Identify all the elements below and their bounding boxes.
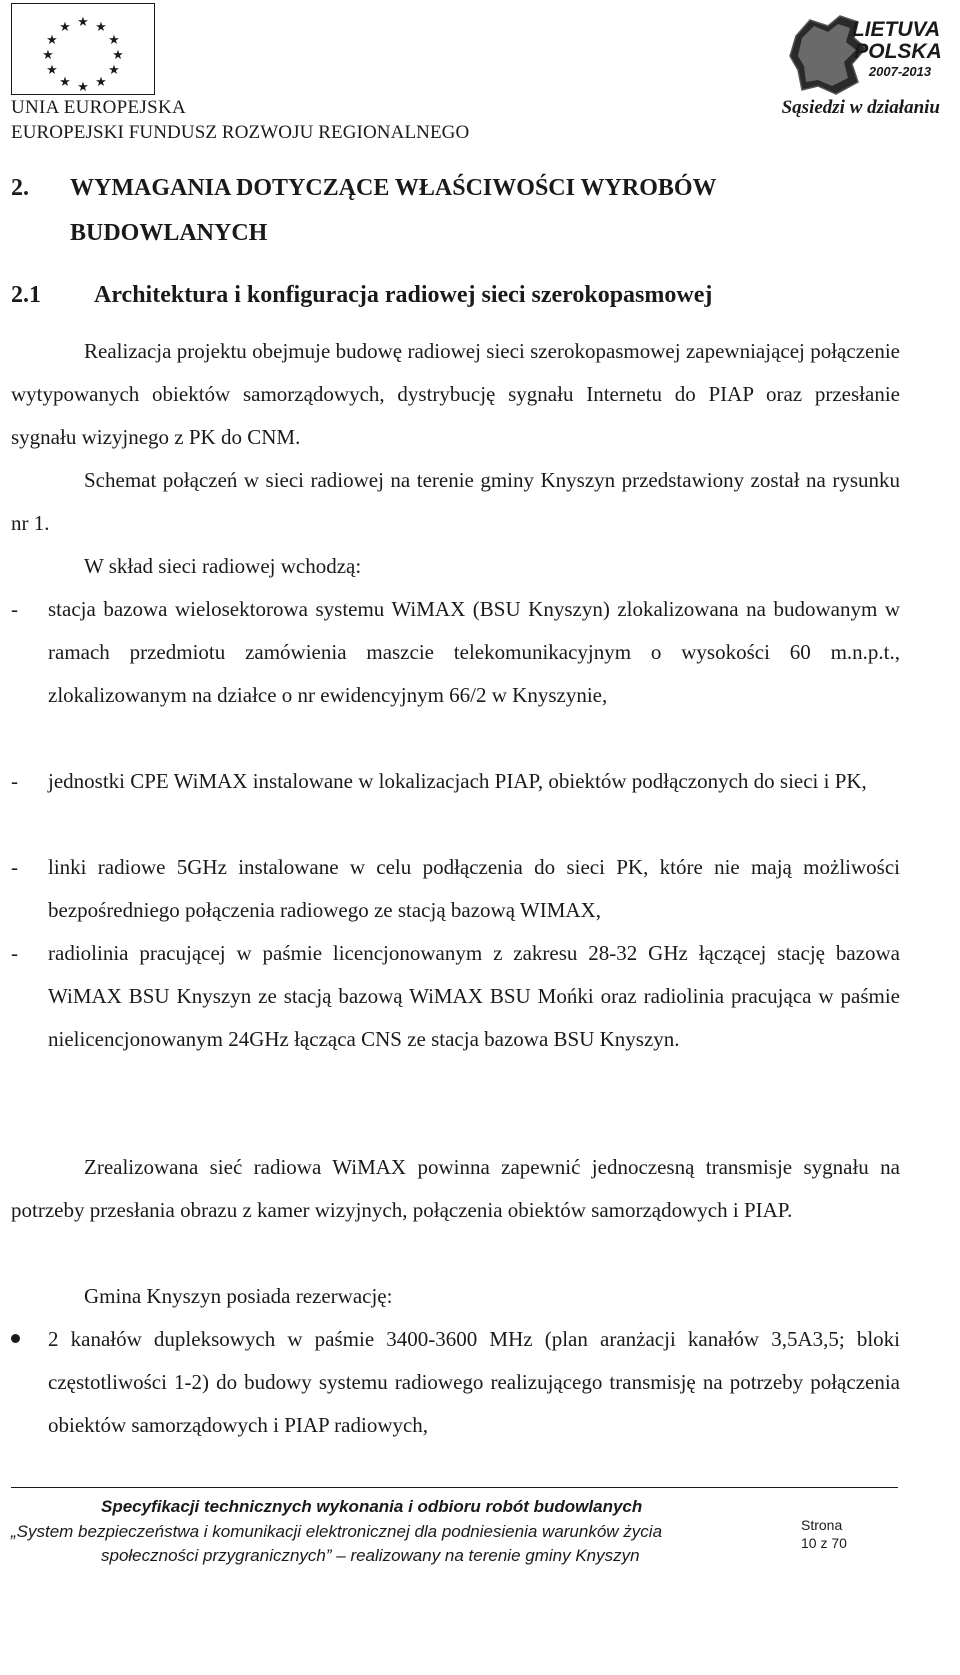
footer-project-name: „System bezpieczeństwa i komunikacji elektronicznej dla podniesienia warunków życia <box>11 1522 663 1541</box>
svg-text:★: ★ <box>59 20 71 35</box>
svg-text:★: ★ <box>95 20 107 35</box>
subsection-title: Architektura i konfiguracja radiowej sieci szerokopasmowej <box>94 282 713 308</box>
eu-stars-icon <box>12 4 154 94</box>
svg-text:★: ★ <box>46 33 58 48</box>
paragraph-network-composition: W skład sieci radiowej wchodzą: <box>84 554 362 578</box>
eu-label: UNIA EUROPEJSKA <box>11 97 186 118</box>
list-item-text: 2 kanałów dupleksowych w paśmie 3400-3600 MHz (plan aranżacji kanałów 3,5A3,5; bloki częstotliwości 1-2) do budowy systemu radiowego realizującego transmisję na potrzeby połączenia obiektów samorządowych i PIAP radiowych, <box>48 1327 900 1437</box>
svg-text:★: ★ <box>42 48 54 63</box>
svg-text:★: ★ <box>46 63 58 78</box>
program-slogan: Sąsiedzi w działaniu <box>781 97 940 118</box>
dash-marker: - <box>11 769 18 793</box>
svg-text:★: ★ <box>112 48 124 63</box>
svg-text:★: ★ <box>108 33 120 48</box>
eu-flag-logo <box>11 3 155 95</box>
svg-text:★: ★ <box>108 63 120 78</box>
svg-text:2007-2013: 2007-2013 <box>868 64 932 79</box>
footer-divider <box>11 1487 898 1488</box>
list-item-text: jednostki CPE WiMAX instalowane w lokalizacjach PIAP, obiektów podłączonych do sieci i PK, <box>48 769 867 793</box>
page-number: 10 z 70 <box>801 1535 847 1551</box>
erdf-label: EUROPEJSKI FUNDUSZ ROZWOJU REGIONALNEGO <box>11 122 470 143</box>
bullet-icon <box>11 1334 20 1343</box>
svg-text:★: ★ <box>59 75 71 90</box>
lietuva-polska-logo <box>788 8 948 100</box>
svg-text:★: ★ <box>95 75 107 90</box>
svg-text:★: ★ <box>77 15 89 30</box>
section-title: WYMAGANIA DOTYCZĄCE WŁAŚCIWOŚCI WYROBÓW BUDOWLANYCH <box>70 175 717 246</box>
page-header <box>0 0 960 150</box>
section-number: 2. <box>11 175 29 201</box>
paragraph-project-scope: Realizacja projektu obejmuje budowę radiowej sieci szerokopasmowej zapewniającej połączenie wytypowanych obiektów samorządowych, dystrybucję sygnału Internetu do PIAP oraz przesłanie sygnału wizyjnego z PK do CNM. <box>11 339 900 449</box>
list-item-text: radiolinia pracującej w paśmie licencjonowanym z zakresu 28-32 GHz łączącej stację bazowa WiMAX BSU Knyszyn ze stacją bazową WiMAX BSU Mońki oraz radiolinia pracująca w paśmie nielicencjonowanym 24GHz łącząca CNS ze stacja bazowa BSU Knyszyn. <box>48 941 900 1051</box>
list-item-text: linki radiowe 5GHz instalowane w celu podłączenia do sieci PK, które nie mają możliwości bezpośredniego połączenia radiowego ze stacją bazową WIMAX, <box>48 855 900 922</box>
footer-spec-title: Specyfikacji technicznych wykonania i odbioru robót budowlanych <box>101 1497 643 1516</box>
list-item-text: stacja bazowa wielosektorowa systemu WiMAX (BSU Knyszyn) zlokalizowana na budowanym w ramach przedmiotu zamówienia maszcie telekomunikacyjnym o wysokości 60 m.n.p.t., zlokalizowanym na działce o nr ewidencyjnym 66/2 w Knyszynie, <box>48 597 900 707</box>
dash-marker: - <box>11 855 18 879</box>
dash-marker: - <box>11 597 18 621</box>
svg-text:LIETUVA: LIETUVA <box>851 18 941 41</box>
svg-text:★: ★ <box>77 80 89 94</box>
svg-text:POLSKA: POLSKA <box>854 40 942 63</box>
page-label: Strona <box>801 1517 843 1533</box>
paragraph-scheme-reference: Schemat połączeń w sieci radiowej na terenie gminy Knyszyn przedstawiony został na rysunku nr 1. <box>11 468 900 535</box>
dash-marker: - <box>11 941 18 965</box>
paragraph-reservation: Gmina Knyszyn posiada rezerwację: <box>84 1284 393 1308</box>
paragraph-wimax-transmission: Zrealizowana sieć radiowa WiMAX powinna zapewnić jednoczesną transmisje sygnału na potrzeby przesłania obrazu z kamer wizyjnych, połączenia obiektów samorządowych i PIAP. <box>11 1155 900 1222</box>
subsection-number: 2.1 <box>11 282 41 308</box>
footer-project-location: społeczności przygranicznych” – realizowany na terenie gminy Knyszyn <box>101 1546 640 1565</box>
